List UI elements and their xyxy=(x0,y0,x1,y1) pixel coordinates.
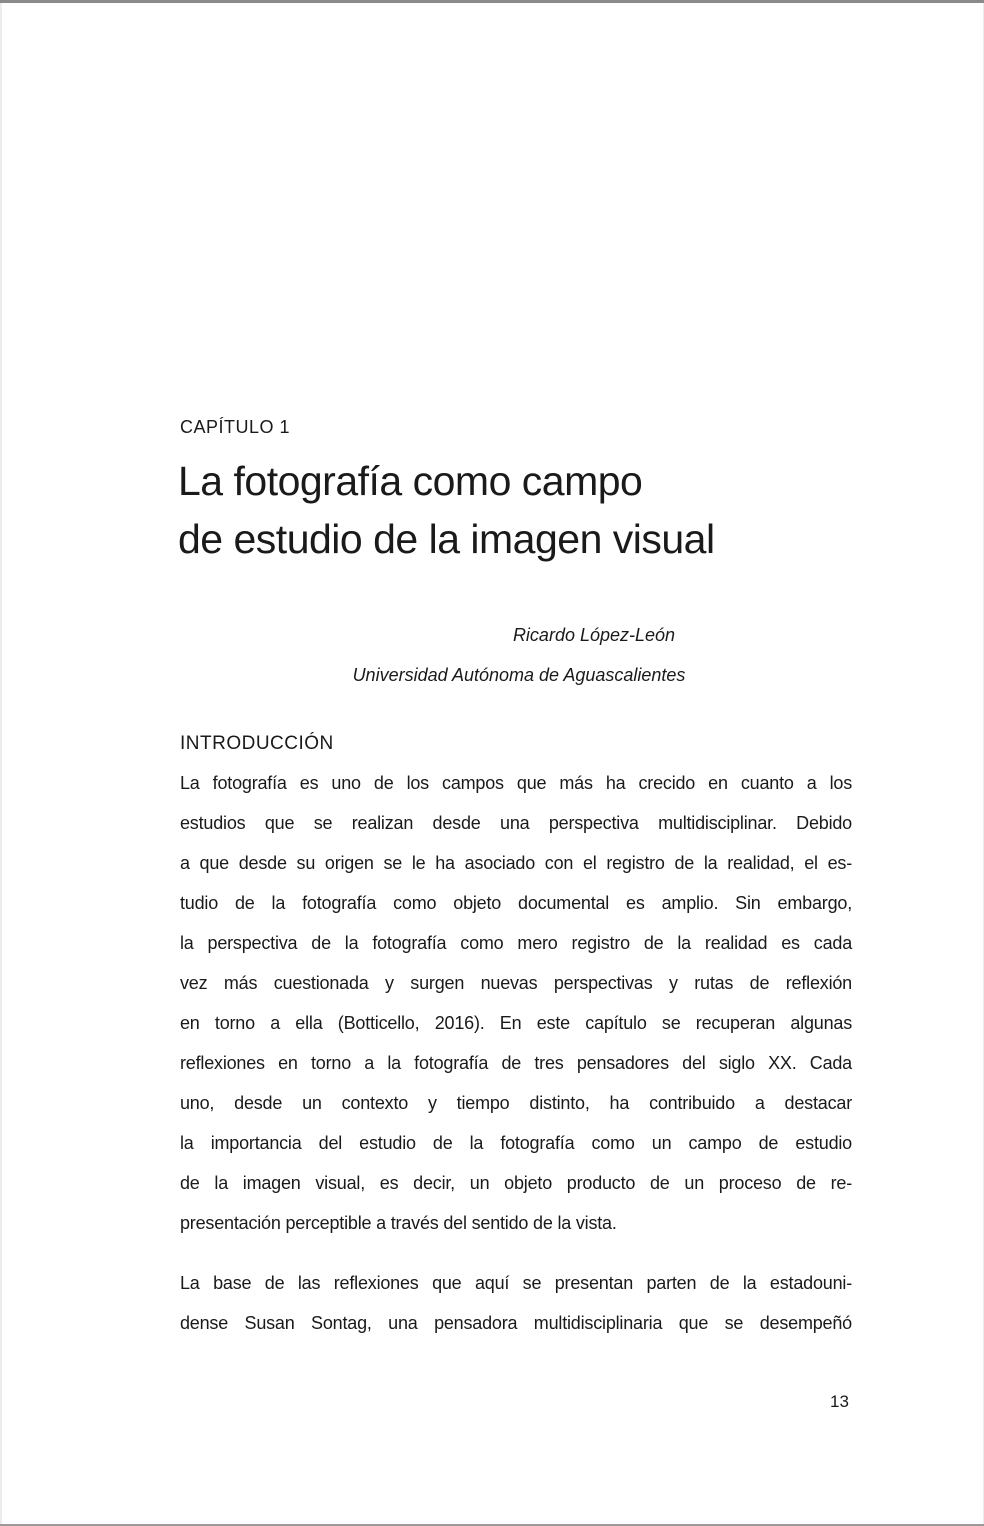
text-line: estudios que se realizan desde una perspectiva multidisciplinar. Debido xyxy=(180,813,852,833)
text-line: La base de las reflexiones que aquí se presentan parten de la estadouni- xyxy=(180,1273,852,1293)
text-line: la importancia del estudio de la fotografía como un campo de estudio xyxy=(180,1133,852,1153)
text-line: de la imagen visual, es decir, un objeto producto de un proceso de re- xyxy=(180,1173,852,1193)
text-line: la perspectiva de la fotografía como mero registro de la realidad es cada xyxy=(180,933,852,953)
text-line: dense Susan Sontag, una pensadora multidisciplinaria que se desempeñó xyxy=(180,1313,852,1333)
chapter-title xyxy=(178,452,715,568)
text-line: uno, desde un contexto y tiempo distinto, ha contribuido a destacar xyxy=(180,1093,852,1113)
chapter-label: CAPÍTULO 1 xyxy=(180,417,291,437)
chapter-title-line: de estudio de la imagen visual xyxy=(178,516,715,562)
page-number: 13 xyxy=(830,1392,849,1411)
text-line: La fotografía es uno de los campos que más ha crecido en cuanto a los xyxy=(180,773,852,793)
paragraph xyxy=(180,763,852,1243)
window-top-border xyxy=(0,0,984,3)
text-line: reflexiones en torno a la fotografía de tres pensadores del siglo XX. Cada xyxy=(180,1053,852,1073)
page-left-edge xyxy=(0,3,2,1526)
text-line: tudio de la fotografía como objeto documental es amplio. Sin embargo, xyxy=(180,893,852,913)
paragraph xyxy=(180,1263,852,1343)
author-name: Ricardo López-León xyxy=(512,625,676,645)
text-line: presentación perceptible a través del sentido de la vista. xyxy=(180,1213,617,1233)
author-block xyxy=(180,615,852,695)
chapter-title-line: La fotografía como campo xyxy=(178,458,643,504)
author-affiliation: Universidad Autónoma de Aguascalientes xyxy=(352,665,686,685)
text-line: vez más cuestionada y surgen nuevas perspectivas y rutas de reflexión xyxy=(180,973,852,993)
text-line: en torno a ella (Botticello, 2016). En este capítulo se recuperan algunas xyxy=(180,1013,852,1033)
text-line: a que desde su origen se le ha asociado con el registro de la realidad, el es- xyxy=(180,853,852,873)
section-heading: INTRODUCCIÓN xyxy=(180,733,334,754)
